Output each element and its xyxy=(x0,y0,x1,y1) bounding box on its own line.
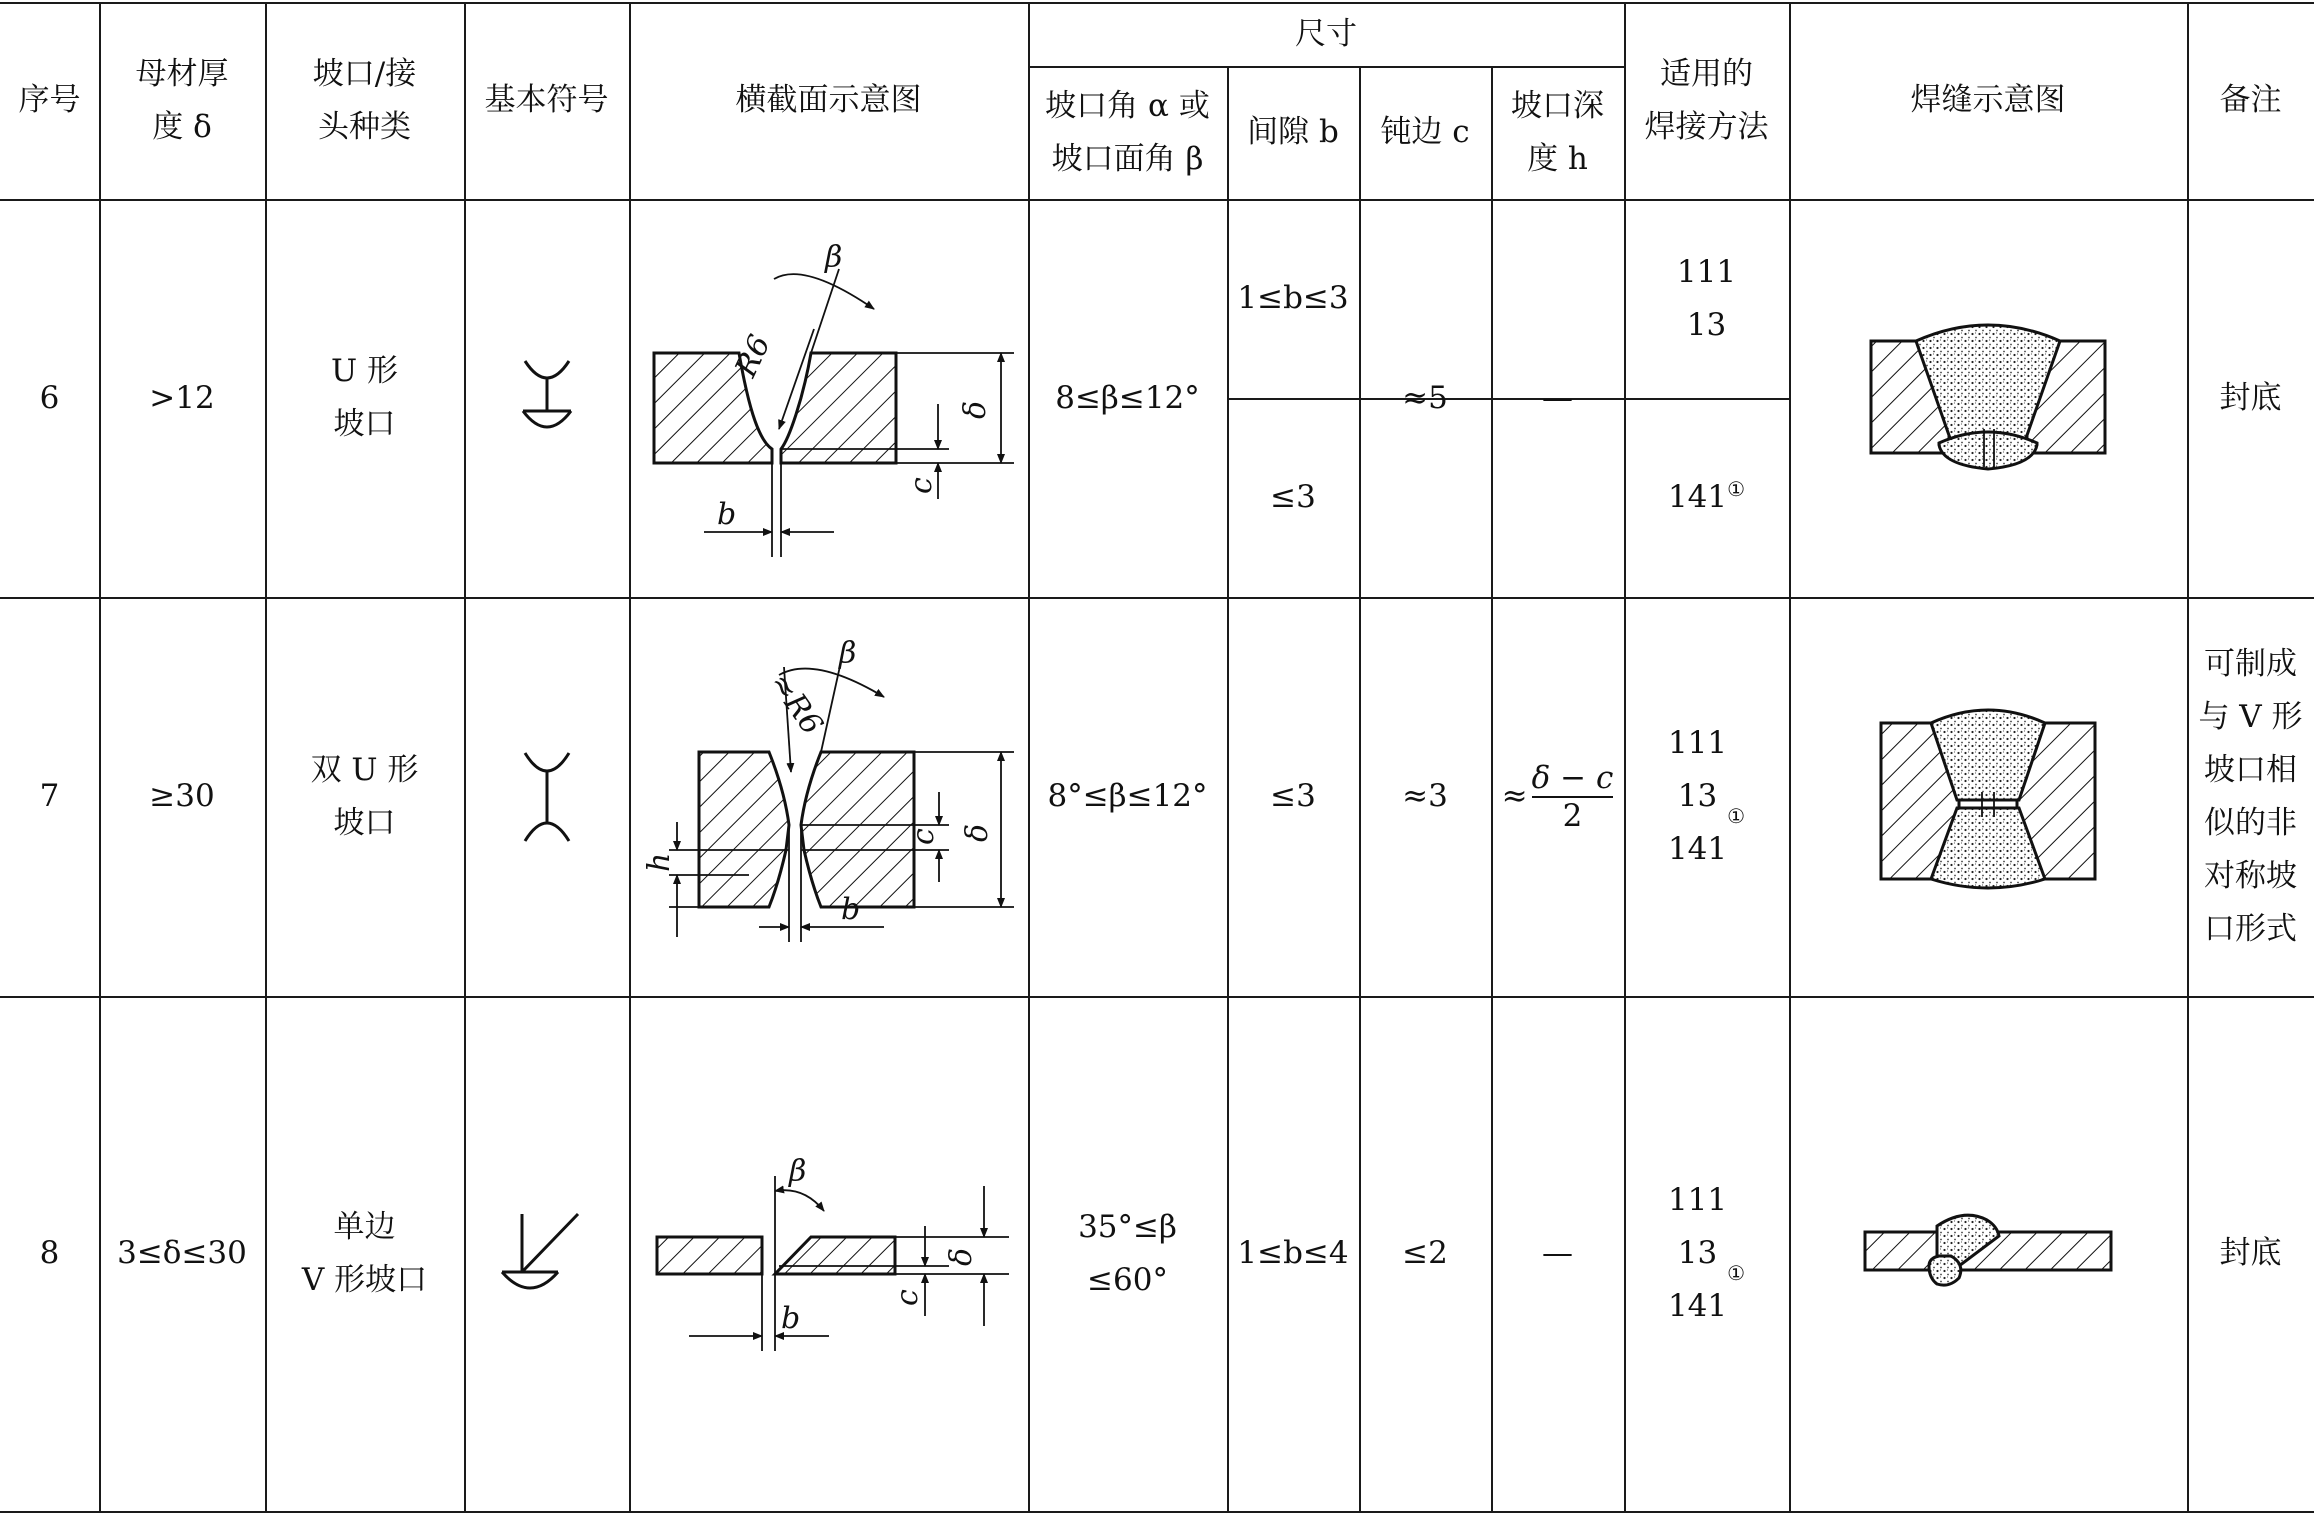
row8-b-label: b xyxy=(781,1301,801,1336)
row7-beta-label: β xyxy=(839,636,857,671)
header-method: 适用的 焊接方法 xyxy=(1644,55,1769,145)
row8-beta-label: β xyxy=(789,1154,807,1189)
header-basic-symbol: 基本符号 xyxy=(484,82,609,118)
row8-groove-type: 单边 V 形坡口 xyxy=(301,1208,428,1298)
row7-method-text: 111 13 141 xyxy=(1667,725,1728,867)
row6-remark: 封底 xyxy=(2219,379,2282,416)
row6-radius-label: R6 xyxy=(728,329,778,383)
row6-cross-section-diagram xyxy=(629,199,1028,597)
row6-groove-type: U 形 坡口 xyxy=(331,353,398,442)
row8-remark: 封底 xyxy=(2219,1235,2282,1271)
row7-groove-depth-denominator: 2 xyxy=(1562,797,1583,834)
row7-h-label: h xyxy=(642,852,677,872)
row8-method-text: 111 13 141 xyxy=(1667,1182,1728,1324)
row7-groove-depth-fraction xyxy=(1532,760,1614,834)
row7-delta-label: δ xyxy=(960,823,995,842)
row6-weld-diagram xyxy=(1789,199,2187,597)
row7-remark: 可制成 与 V 形 坡口相 似的非 对称坡 口形式 xyxy=(2198,645,2303,947)
row7-weld-diagram xyxy=(1789,597,2187,996)
row7-groove-depth-prefix: ≈ xyxy=(1501,778,1528,814)
header-dimensions: 尺寸 xyxy=(1295,15,1357,52)
row7-angle: 8°≤β≤12° xyxy=(1047,778,1208,814)
double-u-groove-symbol-icon xyxy=(517,747,577,847)
row6-thickness: >12 xyxy=(149,379,215,416)
row7-method xyxy=(1624,597,1789,996)
row8-gap: 1≤b≤4 xyxy=(1237,1235,1349,1271)
row8-symbol xyxy=(464,996,629,1511)
row6-symbol xyxy=(464,199,629,597)
row6-method-b xyxy=(1624,398,1789,597)
row7-thickness: ≥30 xyxy=(149,778,215,814)
row8-seq: 8 xyxy=(39,1235,60,1271)
row6-beta-label: β xyxy=(825,240,843,275)
header-thickness: 母材厚 度 δ xyxy=(135,55,229,145)
row7-symbol xyxy=(464,597,629,996)
single-u-groove-backing-symbol-icon xyxy=(517,353,577,443)
row6-method-b-note: ① xyxy=(1727,477,1746,501)
row8-delta-label: δ xyxy=(944,1247,979,1266)
row7-gap: ≤3 xyxy=(1270,778,1316,814)
row8-c-label: c xyxy=(890,1289,925,1306)
row7-groove-type: 双 U 形 坡口 xyxy=(310,751,419,841)
table-border-bottom xyxy=(0,1511,2314,1513)
row8-root-face: ≤2 xyxy=(1402,1235,1448,1271)
row7-groove-depth-numerator: δ − c xyxy=(1531,759,1614,796)
row6-gap-b: ≤3 xyxy=(1270,479,1316,515)
row8-thickness: 3≤δ≤30 xyxy=(117,1235,247,1271)
row6-b-label: b xyxy=(717,497,737,532)
row8-groove-depth: — xyxy=(1542,1235,1573,1271)
header-seq: 序号 xyxy=(18,82,81,118)
row7-b-label: b xyxy=(841,892,861,927)
row6-angle: 8≤β≤12° xyxy=(1055,379,1200,416)
header-gap: 间隙 b xyxy=(1247,114,1339,150)
row8-angle: 35°≤β ≤60° xyxy=(1078,1208,1177,1298)
row7-groove-depth xyxy=(1491,597,1624,996)
row6-gap-a: 1≤b≤3 xyxy=(1237,280,1349,316)
header-groove-type: 坡口/接 头种类 xyxy=(312,55,417,145)
row8-method-note: ① xyxy=(1727,1261,1746,1285)
row7-radius-label: ≈R6 xyxy=(762,666,830,742)
row6-delta-label: δ xyxy=(958,400,993,419)
row6-root-face: ≈5 xyxy=(1402,379,1448,416)
row7-root-face: ≈3 xyxy=(1402,778,1448,814)
header-root-face: 钝边 c xyxy=(1380,114,1470,150)
header-angle: 坡口角 α 或 坡口面角 β xyxy=(1045,87,1210,177)
single-bevel-groove-backing-symbol-icon xyxy=(502,1204,592,1304)
row8-method xyxy=(1624,996,1789,1511)
row7-c-label: c xyxy=(906,828,941,845)
row7-method-note: ① xyxy=(1727,804,1746,828)
row6-method-a: 111 13 xyxy=(1676,253,1737,343)
header-groove-depth: 坡口深 度 h xyxy=(1511,87,1604,177)
row7-seq: 7 xyxy=(39,778,60,814)
row8-weld-diagram xyxy=(1789,996,2187,1511)
row6-seq: 6 xyxy=(39,379,60,416)
row7-cross-section-diagram xyxy=(629,597,1028,996)
header-cross-section: 横截面示意图 xyxy=(735,82,922,118)
header-weld-diagram: 焊缝示意图 xyxy=(1910,82,2066,118)
row8-cross-section-diagram xyxy=(629,996,1028,1511)
row6-method-b-text: 141 xyxy=(1667,479,1728,515)
header-remark: 备注 xyxy=(2219,82,2282,118)
row6-groove-depth: — xyxy=(1542,379,1573,416)
row6-c-label: c xyxy=(904,477,939,494)
